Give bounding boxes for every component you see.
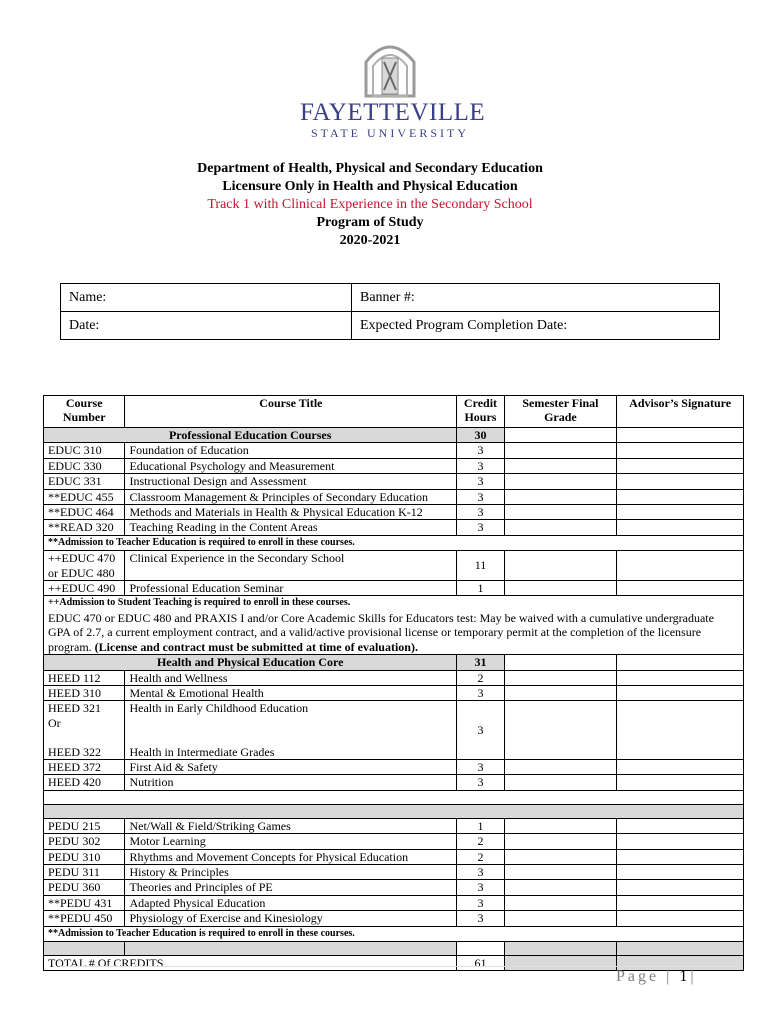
- license-note: (License and contract must be submitted at time of evaluation).: [94, 639, 418, 654]
- name-field[interactable]: Name:: [61, 284, 352, 312]
- credit-hours: 3: [457, 458, 504, 473]
- credit-hours: 3: [457, 520, 504, 535]
- credit-hours: 3: [457, 505, 504, 520]
- credit-hours: 2: [457, 670, 504, 685]
- credit-hours: 3: [457, 775, 504, 790]
- table-row: [44, 759, 744, 774]
- admission-note: **Admission to Teacher Education is required to enroll in these courses.: [44, 926, 744, 941]
- course-title: Mental & Emotional Health: [125, 685, 457, 700]
- course-number: EDUC 310: [44, 443, 125, 458]
- section-row: [44, 428, 744, 443]
- student-info-table: [60, 283, 720, 340]
- course-number: PEDU 360: [44, 880, 125, 895]
- table-row: [44, 685, 744, 700]
- table-row: [44, 849, 744, 864]
- course-number: HEED 420: [44, 775, 125, 790]
- col-final-grade: Semester Final Grade: [504, 396, 617, 428]
- department-title: Department of Health, Physical and Secondary Education: [197, 161, 543, 176]
- grade-cell[interactable]: [504, 443, 617, 458]
- signature-cell[interactable]: [617, 670, 744, 685]
- grade-cell[interactable]: [504, 505, 617, 520]
- signature-cell[interactable]: [617, 701, 744, 760]
- table-row: [44, 489, 744, 504]
- credit-hours: 3: [457, 474, 504, 489]
- seal-emblem-icon: [360, 40, 420, 98]
- credit-hours: 1: [457, 581, 504, 596]
- table-row: [44, 895, 744, 910]
- course-title: Physiology of Exercise and Kinesiology: [125, 911, 457, 926]
- table-row: [44, 701, 744, 760]
- course-title: Classroom Management & Principles of Secondary Education: [125, 489, 457, 504]
- course-title: Motor Learning: [125, 834, 457, 849]
- section-hours: 30: [457, 428, 504, 443]
- signature-cell[interactable]: [617, 443, 744, 458]
- grade-cell[interactable]: [504, 458, 617, 473]
- program-title: Licensure Only in Health and Physical Education: [222, 179, 518, 194]
- course-title: Teaching Reading in the Content Areas: [125, 520, 457, 535]
- grade-cell[interactable]: [504, 834, 617, 849]
- credit-hours: 3: [457, 489, 504, 504]
- signature-cell[interactable]: [617, 458, 744, 473]
- signature-cell[interactable]: [617, 834, 744, 849]
- credit-hours: 2: [457, 849, 504, 864]
- total-credits: 61: [457, 956, 504, 971]
- footer-divider: [60, 966, 740, 967]
- course-number: PEDU 311: [44, 864, 125, 879]
- credit-hours: 3: [457, 759, 504, 774]
- credit-hours: 11: [457, 551, 504, 581]
- course-title: Clinical Experience in the Secondary School: [125, 551, 457, 581]
- course-title: Instructional Design and Assessment: [125, 474, 457, 489]
- track-title: Track 1 with Clinical Experience in the Secondary School: [207, 197, 533, 212]
- course-number: ++EDUC 490: [44, 581, 125, 596]
- course-title: History & Principles: [125, 864, 457, 879]
- credit-hours: 3: [457, 864, 504, 879]
- course-number: **EDUC 464: [44, 505, 125, 520]
- grade-cell[interactable]: [504, 759, 617, 774]
- completion-date-field[interactable]: Expected Program Completion Date:: [352, 312, 720, 340]
- logo-name: FAYETTEVILLE: [300, 99, 486, 126]
- col-course-title: Course Title: [125, 396, 457, 428]
- signature-cell[interactable]: [617, 864, 744, 879]
- credit-hours: 3: [457, 895, 504, 910]
- grade-cell[interactable]: [504, 551, 617, 581]
- academic-year: 2020-2021: [339, 233, 401, 248]
- section-title: Professional Education Courses: [44, 428, 457, 443]
- course-number: HEED 372: [44, 759, 125, 774]
- page-num: 1: [679, 968, 691, 985]
- section-title: Health and Physical Education Core: [44, 655, 457, 670]
- grade-cell[interactable]: [504, 818, 617, 833]
- grade-cell[interactable]: [504, 880, 617, 895]
- credit-hours: 2: [457, 834, 504, 849]
- course-number: PEDU 215: [44, 818, 125, 833]
- course-title: Health in Intermediate Grades: [129, 744, 275, 759]
- course-title: Net/Wall & Field/Striking Games: [125, 818, 457, 833]
- logo-subtitle: STATE UNIVERSITY: [310, 126, 470, 140]
- course-title: Nutrition: [125, 775, 457, 790]
- grade-cell[interactable]: [504, 775, 617, 790]
- signature-cell[interactable]: [617, 489, 744, 504]
- grade-cell[interactable]: [504, 701, 617, 760]
- table-row: [44, 474, 744, 489]
- signature-cell[interactable]: [617, 551, 744, 581]
- banner-field[interactable]: Banner #:: [352, 284, 720, 312]
- section-hours: 31: [457, 655, 504, 670]
- table-row: [44, 775, 744, 790]
- university-logo: [300, 40, 486, 140]
- course-number: HEED 310: [44, 685, 125, 700]
- grade-cell[interactable]: [504, 581, 617, 596]
- signature-cell[interactable]: [617, 520, 744, 535]
- course-title: Health in Early Childhood Education: [129, 701, 309, 716]
- course-number: EDUC 331: [44, 474, 125, 489]
- or-label: Or: [48, 715, 61, 730]
- course-title: Professional Education Seminar: [125, 581, 457, 596]
- praxis-paragraph: EDUC 470 or EDUC 480 and PRAXIS I and/or Core Academic Skills for Educators test: May be waived with a cumulative undergraduate GPA of 2.7, a current employment contract, and a valid/active provisional license or temporary permit at the completion of the licensure program.: [48, 610, 714, 654]
- course-number: HEED 322: [48, 744, 101, 759]
- grade-cell[interactable]: [504, 685, 617, 700]
- table-row: [44, 443, 744, 458]
- grade-cell[interactable]: [504, 864, 617, 879]
- section-row: [44, 655, 744, 670]
- signature-cell[interactable]: [617, 775, 744, 790]
- table-row: [44, 880, 744, 895]
- grade-cell[interactable]: [504, 670, 617, 685]
- col-advisor-signature: Advisor’s Signature: [617, 396, 744, 428]
- student-teaching-note: ++Admission to Student Teaching is required to enroll in these courses.: [48, 597, 351, 609]
- signature-cell[interactable]: [617, 505, 744, 520]
- course-number-alt: or EDUC 480: [48, 565, 115, 580]
- table-row: [44, 670, 744, 685]
- signature-cell[interactable]: [617, 880, 744, 895]
- course-title: Adapted Physical Education: [125, 895, 457, 910]
- grade-cell[interactable]: [504, 849, 617, 864]
- signature-cell[interactable]: [617, 685, 744, 700]
- table-row: [44, 458, 744, 473]
- table-row: [44, 581, 744, 596]
- credit-hours: 3: [457, 443, 504, 458]
- col-credit-hours: Credit Hours: [457, 396, 504, 428]
- course-title: Methods and Materials in Health & Physical Education K-12: [125, 505, 457, 520]
- signature-cell[interactable]: [617, 759, 744, 774]
- course-title: Health and Wellness: [125, 670, 457, 685]
- course-number: ++EDUC 470: [48, 551, 116, 566]
- course-number: **EDUC 455: [44, 489, 125, 504]
- signature-cell[interactable]: [617, 474, 744, 489]
- course-number: **READ 320: [44, 520, 125, 535]
- credit-hours: 3: [457, 701, 504, 760]
- course-title: First Aid & Safety: [125, 759, 457, 774]
- course-number: PEDU 310: [44, 849, 125, 864]
- course-number: **PEDU 450: [44, 911, 125, 926]
- table-row: [44, 834, 744, 849]
- course-table: [43, 395, 744, 971]
- signature-cell[interactable]: [617, 895, 744, 910]
- signature-cell[interactable]: [617, 581, 744, 596]
- course-title: Educational Psychology and Measurement: [125, 458, 457, 473]
- table-row: [44, 864, 744, 879]
- grade-cell[interactable]: [504, 911, 617, 926]
- course-number: EDUC 330: [44, 458, 125, 473]
- date-field[interactable]: Date:: [61, 312, 352, 340]
- admission-note: **Admission to Teacher Education is required to enroll in these courses.: [44, 535, 744, 550]
- page-number: Page | 1|: [616, 968, 697, 985]
- credit-hours: 3: [457, 911, 504, 926]
- signature-cell[interactable]: [617, 818, 744, 833]
- table-row: [44, 911, 744, 926]
- signature-cell[interactable]: [617, 849, 744, 864]
- document-header: [0, 160, 740, 250]
- grade-cell[interactable]: [504, 474, 617, 489]
- course-number: HEED 112: [44, 670, 125, 685]
- grade-cell[interactable]: [504, 895, 617, 910]
- course-title: Foundation of Education: [125, 443, 457, 458]
- course-number: **PEDU 431: [44, 895, 125, 910]
- program-of-study: Program of Study: [316, 215, 424, 230]
- col-course-number: Course Number: [44, 396, 125, 428]
- course-title: Rhythms and Movement Concepts for Physical Education: [125, 849, 457, 864]
- signature-cell[interactable]: [617, 911, 744, 926]
- table-row: [44, 818, 744, 833]
- table-row: [44, 520, 744, 535]
- course-number: PEDU 302: [44, 834, 125, 849]
- credit-hours: 1: [457, 818, 504, 833]
- credit-hours: 3: [457, 880, 504, 895]
- grade-cell[interactable]: [504, 520, 617, 535]
- course-title: Theories and Principles of PE: [125, 880, 457, 895]
- table-row: [44, 505, 744, 520]
- total-label: TOTAL # Of CREDITS: [44, 956, 457, 971]
- grade-cell[interactable]: [504, 489, 617, 504]
- credit-hours: 3: [457, 685, 504, 700]
- course-number: HEED 321: [48, 701, 101, 716]
- table-row: [44, 551, 744, 581]
- page-label: Page: [616, 968, 660, 985]
